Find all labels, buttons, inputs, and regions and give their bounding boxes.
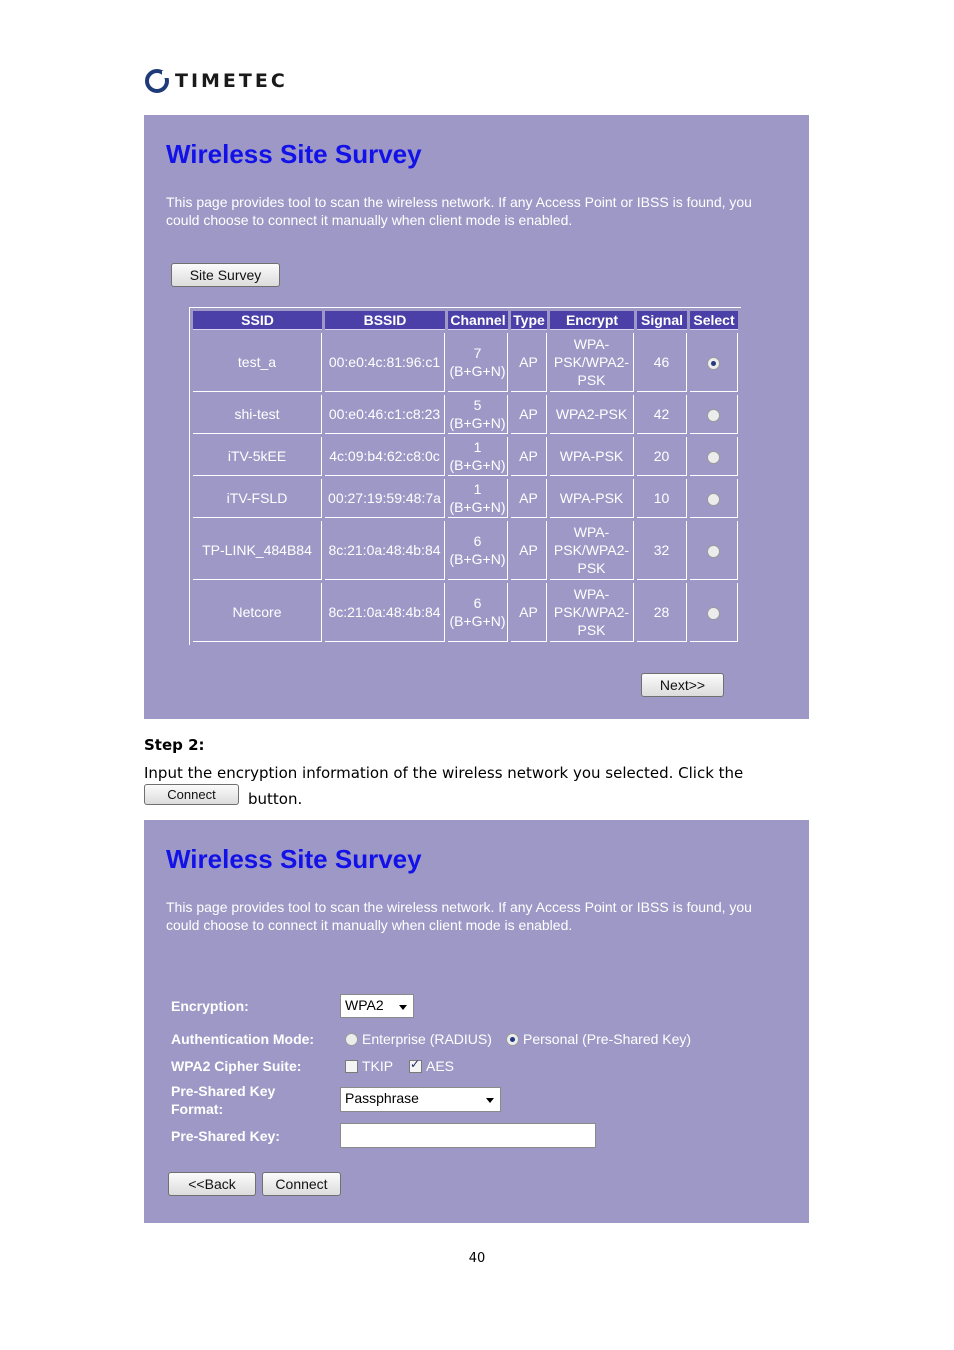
auth-personal-radio[interactable] xyxy=(506,1033,519,1046)
psk-format-label: Pre-Shared Key Format: xyxy=(171,1083,276,1117)
tkip-checkbox[interactable] xyxy=(345,1060,358,1073)
channel-mode: (B+G+N) xyxy=(449,551,506,567)
table-row xyxy=(193,583,738,642)
select-radio[interactable] xyxy=(707,451,720,464)
cell-select xyxy=(690,437,738,476)
channel-number: 1 xyxy=(473,439,482,455)
cell-channel xyxy=(448,521,508,580)
panel-title: Wireless Site Survey xyxy=(166,844,422,874)
cell-ssid: Netcore xyxy=(193,583,322,642)
encryption-select[interactable] xyxy=(340,994,414,1018)
cell-signal: 10 xyxy=(637,479,687,518)
connect-button[interactable]: Connect xyxy=(262,1172,341,1196)
channel-mode: (B+G+N) xyxy=(449,613,506,629)
connect-button-inline: Connect xyxy=(144,784,239,805)
select-radio[interactable] xyxy=(707,357,720,370)
encryption-label: Encryption: xyxy=(171,998,249,1014)
select-radio[interactable] xyxy=(707,409,720,422)
channel-number: 1 xyxy=(473,481,482,497)
cell-type: AP xyxy=(511,395,547,434)
channel-mode: (B+G+N) xyxy=(449,415,506,431)
auth-enterprise-label: Enterprise (RADIUS) xyxy=(362,1031,492,1047)
aes-checkbox[interactable] xyxy=(409,1060,422,1073)
next-button[interactable]: Next>> xyxy=(641,673,724,697)
panel-description: This page provides tool to scan the wireless network. If any Access Point or IBSS is found, you could choose to connect it manually when client mode is enabled. xyxy=(166,194,752,228)
cell-bssid: 00:27:19:59:48:7a xyxy=(325,479,445,518)
encryption-panel xyxy=(144,820,809,1223)
channel-number: 5 xyxy=(473,397,482,413)
site-survey-button[interactable]: Site Survey xyxy=(171,263,280,287)
column-header-channel: Channel xyxy=(448,311,508,330)
cipher-aes-option[interactable] xyxy=(409,1058,454,1074)
column-header-ssid: SSID xyxy=(193,311,322,330)
cell-channel xyxy=(448,395,508,434)
cell-type: AP xyxy=(511,333,547,392)
cell-encrypt: WPA-PSK/WPA2-PSK xyxy=(550,333,634,392)
column-header-bssid: BSSID xyxy=(325,311,445,330)
column-header-signal: Signal xyxy=(637,311,687,330)
psk-label: Pre-Shared Key: xyxy=(171,1128,280,1144)
cell-channel xyxy=(448,333,508,392)
channel-mode: (B+G+N) xyxy=(449,457,506,473)
chevron-down-icon xyxy=(399,1005,407,1010)
cell-select xyxy=(690,333,738,392)
cell-bssid: 8c:21:0a:48:4b:84 xyxy=(325,583,445,642)
table-header-row xyxy=(193,311,738,330)
cell-signal: 28 xyxy=(637,583,687,642)
cell-channel xyxy=(448,437,508,476)
cell-encrypt: WPA-PSK xyxy=(550,437,634,476)
cell-bssid: 00:e0:46:c1:c8:23 xyxy=(325,395,445,434)
cell-type: AP xyxy=(511,479,547,518)
table-row xyxy=(193,437,738,476)
column-header-type: Type xyxy=(511,311,547,330)
cipher-tkip-option[interactable] xyxy=(345,1058,393,1074)
cell-channel xyxy=(448,479,508,518)
cell-encrypt: WPA-PSK xyxy=(550,479,634,518)
psk-input[interactable] xyxy=(340,1123,596,1148)
channel-mode: (B+G+N) xyxy=(449,499,506,515)
auth-enterprise-radio[interactable] xyxy=(345,1033,358,1046)
select-radio[interactable] xyxy=(707,545,720,558)
channel-number: 6 xyxy=(473,533,482,549)
psk-format-select[interactable] xyxy=(340,1087,501,1112)
cell-signal: 46 xyxy=(637,333,687,392)
cell-type: AP xyxy=(511,583,547,642)
cell-ssid: iTV-5kEE xyxy=(193,437,322,476)
cell-select xyxy=(690,395,738,434)
cell-type: AP xyxy=(511,437,547,476)
cell-ssid: shi-test xyxy=(193,395,322,434)
select-radio[interactable] xyxy=(707,607,720,620)
step-instruction-end: button. xyxy=(248,790,303,808)
timetec-logo xyxy=(145,69,288,93)
select-radio[interactable] xyxy=(707,493,720,506)
aes-label: AES xyxy=(426,1058,455,1074)
step-instruction: Input the encryption information of the wireless network you selected. Click the xyxy=(144,764,744,782)
auth-personal-option[interactable] xyxy=(506,1031,691,1047)
table-row xyxy=(193,479,738,518)
channel-number: 7 xyxy=(473,345,482,361)
step-heading: Step 2: xyxy=(144,736,205,754)
tkip-label: TKIP xyxy=(362,1058,394,1074)
auth-mode-label: Authentication Mode: xyxy=(171,1031,315,1047)
column-header-select: Select xyxy=(690,311,738,330)
cell-bssid: 8c:21:0a:48:4b:84 xyxy=(325,521,445,580)
table-row xyxy=(193,395,738,434)
logo-text: TIMETEC xyxy=(175,70,288,92)
cell-bssid: 4c:09:b4:62:c8:0c xyxy=(325,437,445,476)
psk-format-value: Passphrase xyxy=(345,1090,419,1106)
cell-signal: 20 xyxy=(637,437,687,476)
chevron-down-icon xyxy=(486,1098,494,1103)
cell-ssid: TP-LINK_484B84 xyxy=(193,521,322,580)
cell-ssid: iTV-FSLD xyxy=(193,479,322,518)
cell-select xyxy=(690,583,738,642)
site-survey-panel xyxy=(144,115,809,719)
encryption-value: WPA2 xyxy=(345,997,384,1013)
cell-type: AP xyxy=(511,521,547,580)
panel-description: This page provides tool to scan the wireless network. If any Access Point or IBSS is found, you could choose to connect it manually when client mode is enabled. xyxy=(166,899,752,933)
logo-ring-icon xyxy=(145,69,169,93)
channel-number: 6 xyxy=(473,595,482,611)
survey-table xyxy=(189,307,741,645)
cell-encrypt: WPA2-PSK xyxy=(550,395,634,434)
cell-encrypt: WPA-PSK/WPA2-PSK xyxy=(550,521,634,580)
column-header-encrypt: Encrypt xyxy=(550,311,634,330)
back-button[interactable]: <<Back xyxy=(168,1172,256,1196)
cipher-suite-label: WPA2 Cipher Suite: xyxy=(171,1058,302,1074)
auth-personal-label: Personal (Pre-Shared Key) xyxy=(523,1031,692,1047)
cell-select xyxy=(690,521,738,580)
cell-select xyxy=(690,479,738,518)
page-number: 40 xyxy=(468,1251,486,1266)
cell-bssid: 00:e0:4c:81:96:c1 xyxy=(325,333,445,392)
table-row xyxy=(193,521,738,580)
cell-channel xyxy=(448,583,508,642)
table-row xyxy=(193,333,738,392)
cell-ssid: test_a xyxy=(193,333,322,392)
cell-encrypt: WPA-PSK/WPA2-PSK xyxy=(550,583,634,642)
panel-title: Wireless Site Survey xyxy=(166,139,422,169)
cell-signal: 32 xyxy=(637,521,687,580)
auth-enterprise-option[interactable] xyxy=(345,1031,492,1047)
cell-signal: 42 xyxy=(637,395,687,434)
channel-mode: (B+G+N) xyxy=(449,363,506,379)
